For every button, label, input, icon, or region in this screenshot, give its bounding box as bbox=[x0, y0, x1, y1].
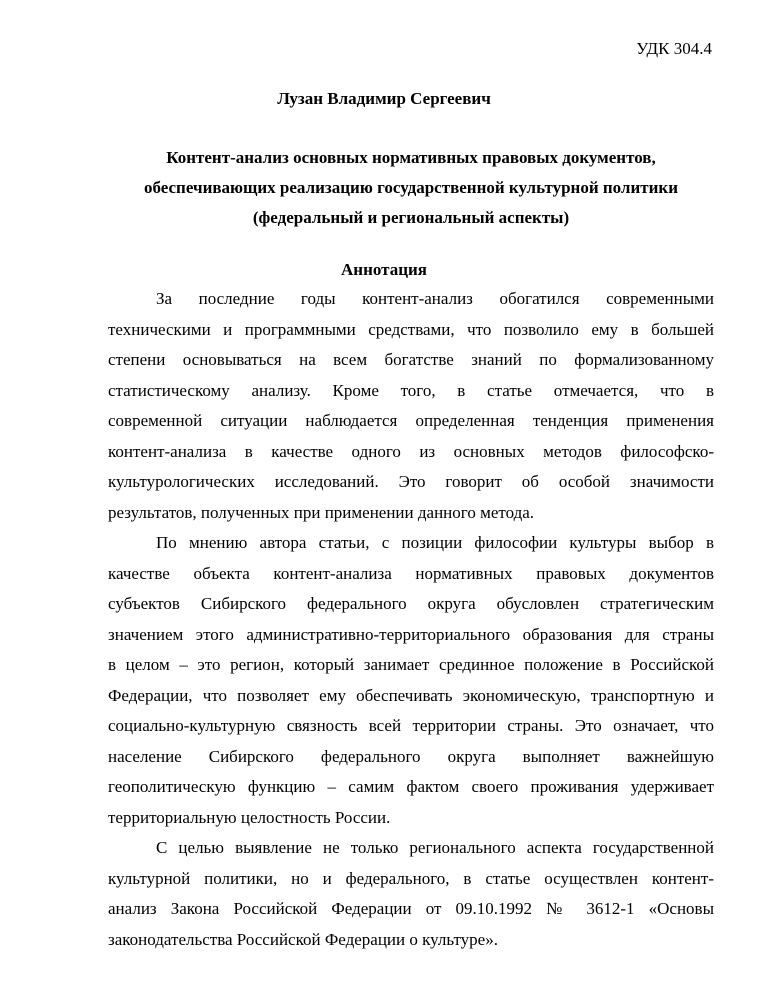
text-line: социально-культурную связность всей территории страны. Это означает, что bbox=[108, 716, 714, 735]
text-line: контент-анализа в качестве одного из основных методов философско- bbox=[108, 441, 714, 461]
text-line: качестве объекта контент-анализа нормативных правовых документов bbox=[108, 563, 714, 583]
title-line: Контент-анализ основных нормативных правовых документов, bbox=[166, 148, 656, 167]
paragraph-3 bbox=[108, 833, 714, 955]
text-line: По мнению автора статьи, с позиции философии культуры выбор в bbox=[156, 533, 714, 552]
paragraph-1 bbox=[108, 284, 714, 528]
text-line: С целью выявление не только регионального аспекта государственной bbox=[156, 838, 714, 857]
text-line: население Сибирского федерального округа выполняет важнейшую bbox=[108, 746, 714, 766]
title-line: обеспечивающих реализацию государственной культурной политики bbox=[143, 178, 678, 197]
text-line: законодательства Российской Федерации о культуре». bbox=[108, 929, 498, 949]
title-line: (федеральный и региональный аспекты) bbox=[252, 208, 570, 227]
text-line: территориальную целостность России. bbox=[108, 807, 391, 827]
text-line: субъектов Сибирского федерального округа обусловлен стратегическим bbox=[108, 594, 714, 613]
text-line: результатов, полученных при применении данного метода. bbox=[108, 502, 535, 522]
text-line: степени основываться на всем богатстве знаний по формализованному bbox=[108, 350, 714, 369]
text-line: За последние годы контент-анализ обогатился современными bbox=[156, 289, 714, 308]
text-line: геополитическую функцию – самим фактом своего проживания удерживает bbox=[108, 777, 714, 796]
text-line: Федерации, что позволяет ему обеспечивать экономическую, транспортную и bbox=[108, 685, 714, 705]
article-title bbox=[108, 143, 714, 233]
annotation-heading: Аннотация bbox=[341, 260, 427, 279]
annotation-body bbox=[108, 284, 714, 955]
text-line: значением этого административно-территориального образования для страны bbox=[108, 624, 714, 644]
text-line: культурологических исследований. Это говорит об особой значимости bbox=[108, 472, 714, 491]
text-line: анализ Закона Российской Федерации от 09.10.1992 № 3612-1 «Основы bbox=[108, 899, 714, 918]
udk-code: УДК 304.4 bbox=[636, 39, 712, 58]
paragraph-2 bbox=[108, 528, 714, 833]
author-name: Лузан Владимир Сергеевич bbox=[277, 89, 491, 108]
text-line: в целом – это регион, который занимает срединное положение в Российской bbox=[108, 655, 714, 674]
text-line: техническими и программными средствами, что позволило ему в большей bbox=[108, 319, 714, 339]
text-line: статистическому анализу. Кроме того, в статье отмечается, что в bbox=[108, 380, 714, 400]
text-line: культурной политики, но и федерального, в статье осуществлен контент- bbox=[108, 868, 714, 888]
text-line: современной ситуации наблюдается определенная тенденция применения bbox=[108, 411, 714, 430]
